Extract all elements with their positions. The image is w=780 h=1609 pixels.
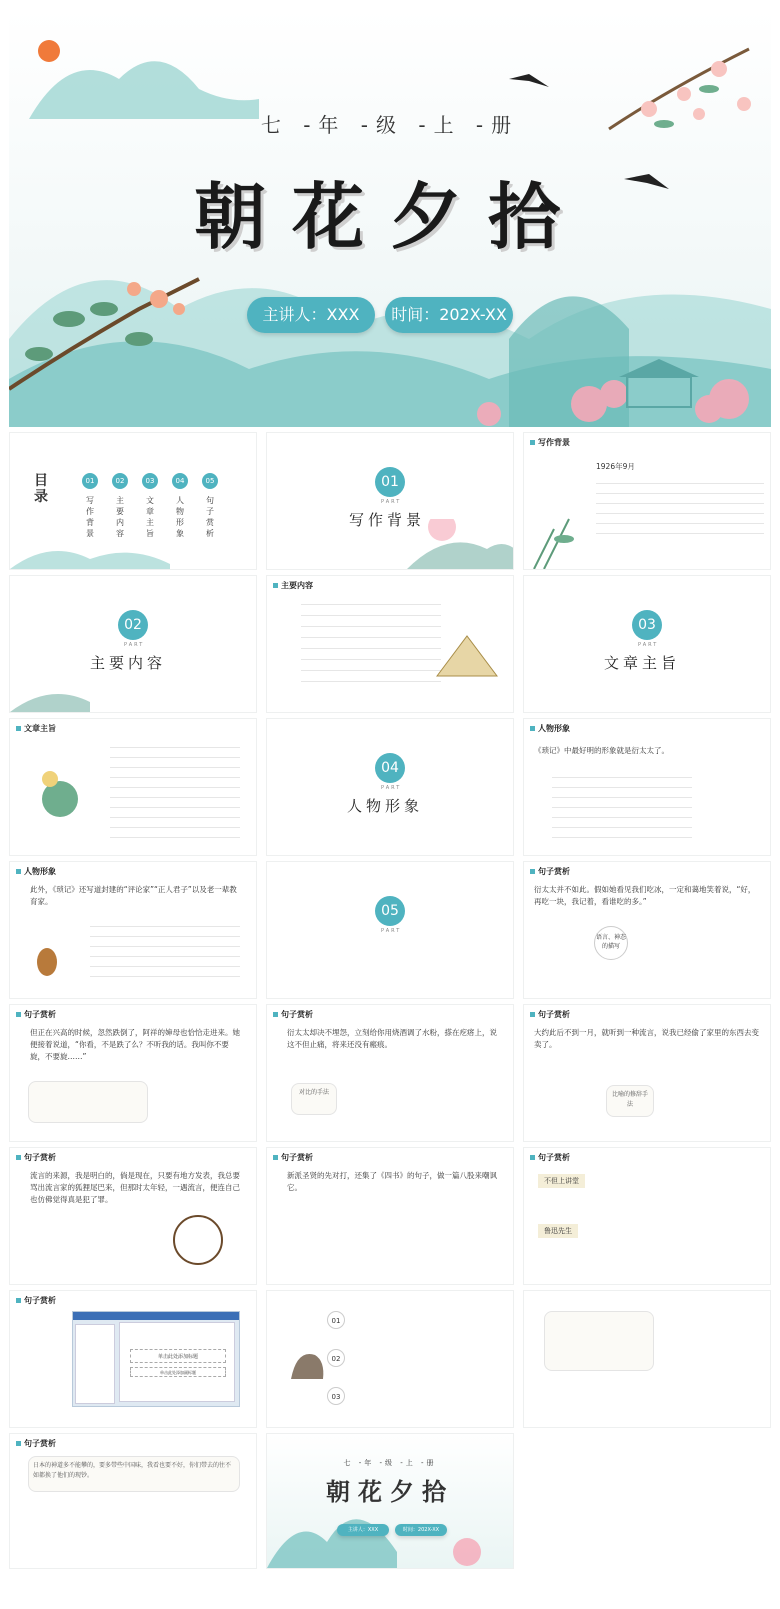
ending-title: 朝花夕拾 [326,1477,454,1506]
section-number: 02 [118,610,148,640]
slide-header: 句子赏析 [273,1009,313,1020]
section-title: 文章主旨 [604,654,681,672]
placeholder-title: 单击此处添加标题 [130,1349,226,1363]
part-label: PART [381,928,402,934]
technique-label: 语言、神态的描写 [594,926,628,960]
section-title: 写作背景 [349,511,426,529]
toc-item: 句子赏析 [206,496,214,538]
quote-text: 衍太太并不如此。假如她看见我们吃冰，一定和蔼地笑着说，“好，再吃一块，我记着，看谁吃的多。” [534,885,756,906]
slide-header: 句子赏析 [530,1152,570,1163]
part-label: PART [381,785,402,791]
slide-header: 句子赏析 [16,1009,56,1020]
section-title: 人物形象 [347,797,424,815]
cover-slide [9,9,771,427]
time-pill: 时间：202X-XX [385,297,513,333]
slide-header: 句子赏析 [530,1009,570,1020]
speaker-pill: 主讲人：XXX [337,1524,389,1536]
grade-label: 七 -年 -级 -上 -册 [260,113,520,137]
toc-item: 文章主旨 [146,496,154,538]
body-text-lines [110,741,240,841]
slide-header: 文章主旨 [16,723,56,734]
character-slide-2 [9,861,257,999]
section-slide-03 [523,575,771,713]
slide-header: 句子赏析 [16,1152,56,1163]
slide-header: 句子赏析 [273,1152,313,1163]
cover-title: 朝花夕拾 [193,174,586,259]
section-slide-01 [266,432,514,570]
mountain-icon [10,529,257,569]
toc-slide [9,432,257,570]
speaker-pill: 主讲人：XXX [247,297,375,333]
slide-header: 句子赏析 [530,866,570,877]
toc-item: 人物形象 [176,496,184,538]
pipa-icon [32,922,62,982]
intro-text: 此外，《琐记》还写道封建的“评论家”“正人君子”以及老一辈教育家。 [30,885,237,906]
slide-header: 句子赏析 [16,1438,56,1449]
body-text-lines [301,598,441,688]
slide-header: 句子赏析 [16,1295,56,1306]
quote-text: 新派圣贤的先对打，还集了《四书》的句子，做一篇八股来嘲讽它。 [287,1171,497,1192]
toc-num: 02 [112,473,128,489]
time-pill: 时间：202X-XX [395,1524,447,1536]
section-number: 04 [375,753,405,783]
part-label: PART [124,642,145,648]
technique-label: 对比的手法 [291,1083,337,1115]
list-number: 03 [327,1387,345,1405]
body-text-lines [90,920,240,980]
section-number: 01 [375,467,405,497]
slide-header: 人物形象 [530,723,570,734]
quote-box: 日本的神道多不能攀的，要多带些中国味，我看也要不好，你们带去的往不如都换了他们的现钞。 [28,1456,240,1492]
toc-num: 03 [142,473,158,489]
sentence-slide-list [266,1290,514,1428]
technique-label: 比喻的修辞手法 [606,1085,654,1117]
sentence-slide-9 [9,1433,257,1569]
quote-text: 但正在兴高的时候，忽然跌倒了，阿祥的婶母也恰恰走进来。她便接着说道，“你看，不是跌了么？不听我的话。我叫你不要旋，不要旋……” [30,1028,240,1061]
slide-header: 写作背景 [530,437,570,448]
toc-heading: 目录 [34,473,48,505]
mountain-icon [267,519,514,569]
toc-num: 01 [82,473,98,489]
body-text-lines [552,771,692,841]
tag-label: 鲁迅先生 [538,1224,578,1238]
toc-item: 主要内容 [116,496,124,538]
year-text: 1926年9月 [596,462,635,471]
tag-label: 不但上讲堂 [538,1174,585,1188]
note-box [28,1081,148,1123]
section-number: 03 [632,610,662,640]
intro-text: 《琐记》中最好明的形象就是衍太太了。 [534,746,669,755]
sentence-slide-5 [9,1147,257,1285]
list-number: 02 [327,1349,345,1367]
quote-box [544,1311,654,1371]
mountain-icon [10,672,257,712]
toc-item: 写作背景 [86,496,94,538]
placeholder-subtitle: 单击此处添加副标题 [130,1367,226,1377]
quote-text: 流言的来源，我是明白的，倘是现在，只要有地方发表，我总要骂出流言家的狐狸尾巴来，但那时太年轻，一遇流言，便连自己也仿佛觉得真是犯了罪。 [30,1171,240,1204]
bamboo-icon [524,509,771,569]
sentence-slide-3 [266,1004,514,1142]
fan-icon [427,626,507,686]
sentence-slide-2 [9,1004,257,1142]
section-slide-02 [9,575,257,713]
slide-header: 主要内容 [273,580,313,591]
sentence-slide-6 [266,1147,514,1285]
sentence-slide-7 [523,1147,771,1285]
toc-num: 05 [202,473,218,489]
part-label: PART [638,642,659,648]
section-number: 05 [375,896,405,926]
section-title: 主要内容 [90,654,167,672]
list-number: 01 [327,1311,345,1329]
toc-num: 04 [172,473,188,489]
section-slide-05 [266,861,514,999]
lotus-icon [30,759,90,819]
ppt-screenshot [72,1311,240,1407]
window-icon [170,1212,226,1268]
section-slide-04 [266,718,514,856]
character-slide [523,718,771,856]
sentence-slide-8 [523,1290,771,1428]
quote-text: 大约此后不到一月，就听到一种流言，说我已经偷了家里的东西去变卖了。 [534,1028,759,1049]
part-label: PART [381,499,402,505]
quote-text: 衍太太却决不埋怨，立刻给你用烧酒调了水粉，搽在疙瘩上，说这不但止痛，将来还没有瘢痕。 [287,1028,497,1049]
theme-slide [9,718,257,856]
sentence-slide-1 [523,861,771,999]
slide-header: 人物形象 [16,866,56,877]
sentence-slide-ppt [9,1290,257,1428]
sentence-slide-4 [523,1004,771,1142]
grade-label: 七 -年 -级 -上 -册 [343,1459,437,1467]
rock-icon [287,1341,327,1381]
content-slide [266,575,514,713]
background-slide [523,432,771,570]
ending-slide [266,1433,514,1569]
